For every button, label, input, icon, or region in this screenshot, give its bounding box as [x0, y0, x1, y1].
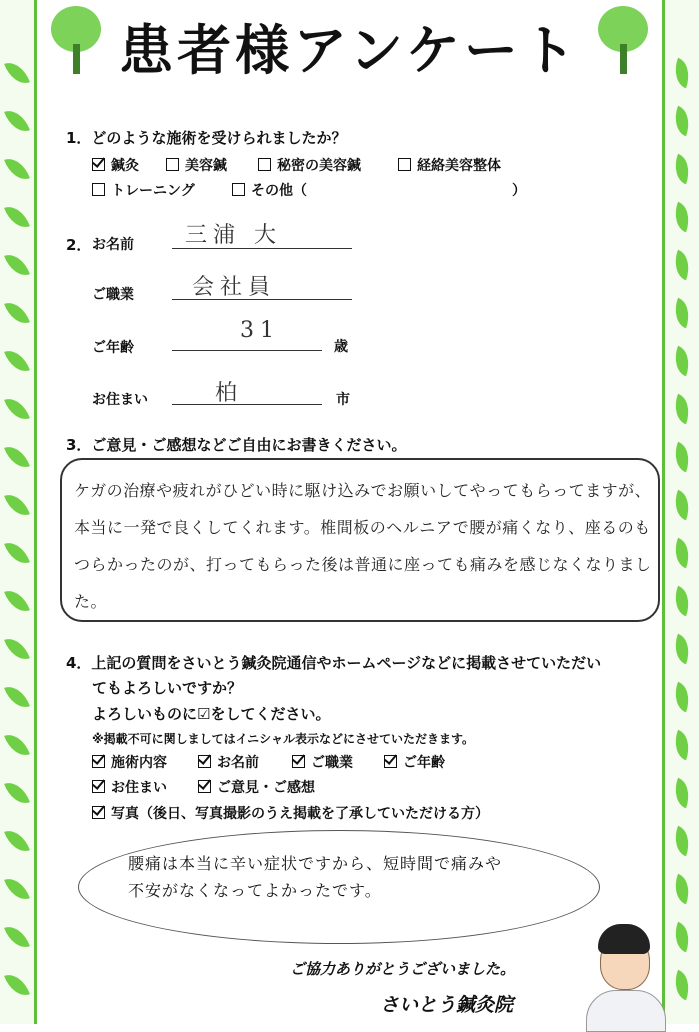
- comment-text[interactable]: ケガの治療や疲れがひどい時に駆け込みでお願いしてやってもらってますが、本当に一発で良くしてくれます。椎間板のヘルニアで腰が痛くなり、座るのもつらかったのが、打ってもらった後は普通に座っても痛みを感じなくなりました。: [74, 481, 652, 611]
- q4-option-age[interactable]: ご年齢: [384, 752, 445, 772]
- checkbox-icon: [258, 158, 271, 171]
- q1-option-beauty-needle[interactable]: 美容鍼: [166, 155, 227, 175]
- address-unit: 市: [336, 392, 350, 408]
- leaf-icon: [4, 346, 30, 377]
- checkbox-icon: [92, 183, 105, 196]
- name-label: お名前: [92, 237, 134, 253]
- q4-option-job[interactable]: ご職業: [292, 752, 353, 772]
- checkbox-icon: [92, 158, 105, 171]
- q2-number: 2．: [66, 236, 92, 254]
- checkbox-icon: [166, 158, 179, 171]
- leaf-icon: [4, 490, 30, 521]
- leaf-icon: [4, 634, 30, 665]
- leaf-icon: [4, 970, 30, 1001]
- leaf-icon: [669, 394, 695, 425]
- q4-instruction: よろしいものに☑をしてください。: [92, 705, 331, 723]
- right-leaf-border: [662, 0, 699, 1024]
- q4-question-line1: 4．上記の質問をさいとう鍼灸院通信やホームページなどに掲載させていただい: [66, 654, 602, 672]
- checkbox-icon: [198, 780, 211, 793]
- leaf-icon: [4, 874, 30, 905]
- age-underline: [172, 350, 322, 351]
- q4-option-address[interactable]: お住まい: [92, 777, 167, 797]
- header: [34, 0, 665, 90]
- checkbox-icon: [384, 755, 397, 768]
- q4-option-photo[interactable]: 写真（後日、写真撮影のうえ掲載を了承していただける方）: [92, 803, 489, 823]
- leaf-icon: [669, 778, 695, 809]
- leaf-icon: [4, 778, 30, 809]
- q1-option-acupuncture[interactable]: 鍼灸: [92, 155, 139, 175]
- checkbox-icon: [292, 755, 305, 768]
- leaf-icon: [669, 490, 695, 521]
- tree-icon: [593, 6, 653, 76]
- q4-option-comment[interactable]: ご意見・ご感想: [198, 777, 315, 797]
- leaf-icon: [669, 922, 695, 953]
- q3-question: 3．ご意見・ご感想などご自由にお書きください。: [66, 436, 407, 454]
- q1-option-other[interactable]: その他（: [232, 180, 307, 200]
- clinic-name: さいとう鍼灸院: [380, 994, 514, 1016]
- checkbox-icon: [198, 755, 211, 768]
- q1-option-meridian[interactable]: 経絡美容整体: [398, 155, 501, 175]
- leaf-icon: [669, 826, 695, 857]
- leaf-icon: [4, 394, 30, 425]
- job-underline: [172, 299, 352, 300]
- leaf-icon: [669, 106, 695, 137]
- q4-option-name[interactable]: お名前: [198, 752, 259, 772]
- leaf-icon: [669, 154, 695, 185]
- name-underline: [172, 248, 352, 249]
- leaf-icon: [669, 202, 695, 233]
- doctor-avatar: [586, 920, 664, 1024]
- q1-other-close: ）: [512, 183, 526, 199]
- page-title: 患者様アンケート: [119, 19, 580, 82]
- age-label: ご年齢: [92, 340, 134, 356]
- leaf-icon: [669, 970, 695, 1001]
- leaf-icon: [4, 922, 30, 953]
- leaf-icon: [669, 874, 695, 905]
- leaf-icon: [669, 442, 695, 473]
- age-unit: 歳: [334, 339, 348, 355]
- leaf-icon: [4, 106, 30, 137]
- address-value[interactable]: 柏: [215, 381, 244, 406]
- leaf-icon: [669, 730, 695, 761]
- leaf-icon: [669, 250, 695, 281]
- q1-option-secret-beauty[interactable]: 秘密の美容鍼: [258, 155, 361, 175]
- address-label: お住まい: [92, 392, 148, 408]
- bubble-text: 腰痛は本当に辛い症状ですから、短時間で痛みや不安がなくなってよかったです。: [128, 854, 503, 900]
- name-value[interactable]: 三浦 大: [185, 223, 282, 248]
- job-label: ご職業: [92, 287, 134, 303]
- q1-option-training[interactable]: トレーニング: [92, 180, 195, 200]
- q1-question: 1．どのような施術を受けられましたか？: [66, 129, 347, 147]
- checkbox-icon: [92, 780, 105, 793]
- leaf-icon: [669, 346, 695, 377]
- leaf-icon: [669, 682, 695, 713]
- leaf-icon: [4, 250, 30, 281]
- left-leaf-border: [0, 0, 37, 1024]
- leaf-icon: [4, 442, 30, 473]
- address-underline: [172, 404, 322, 405]
- leaf-icon: [669, 586, 695, 617]
- job-value[interactable]: 会社員: [192, 275, 277, 300]
- leaf-icon: [4, 730, 30, 761]
- age-value[interactable]: 31: [240, 318, 280, 343]
- leaf-icon: [4, 826, 30, 857]
- q4-question-line2: てもよろしいですか？: [92, 679, 243, 697]
- leaf-icon: [4, 682, 30, 713]
- leaf-icon: [4, 586, 30, 617]
- q4-note: ※掲載不可に関しましてはイニシャル表示などにさせていただきます。: [92, 732, 474, 746]
- leaf-icon: [4, 202, 30, 233]
- q4-option-treatment[interactable]: 施術内容: [92, 752, 167, 772]
- leaf-icon: [4, 154, 30, 185]
- checkbox-icon: [92, 806, 105, 819]
- checkbox-icon: [398, 158, 411, 171]
- checkbox-icon: [232, 183, 245, 196]
- leaf-icon: [4, 298, 30, 329]
- leaf-icon: [4, 58, 30, 89]
- leaf-icon: [669, 538, 695, 569]
- leaf-icon: [669, 298, 695, 329]
- thanks-text: ご協力ありがとうございました。: [290, 960, 516, 978]
- leaf-icon: [4, 538, 30, 569]
- checkbox-icon: [92, 755, 105, 768]
- leaf-icon: [669, 634, 695, 665]
- leaf-icon: [669, 58, 695, 89]
